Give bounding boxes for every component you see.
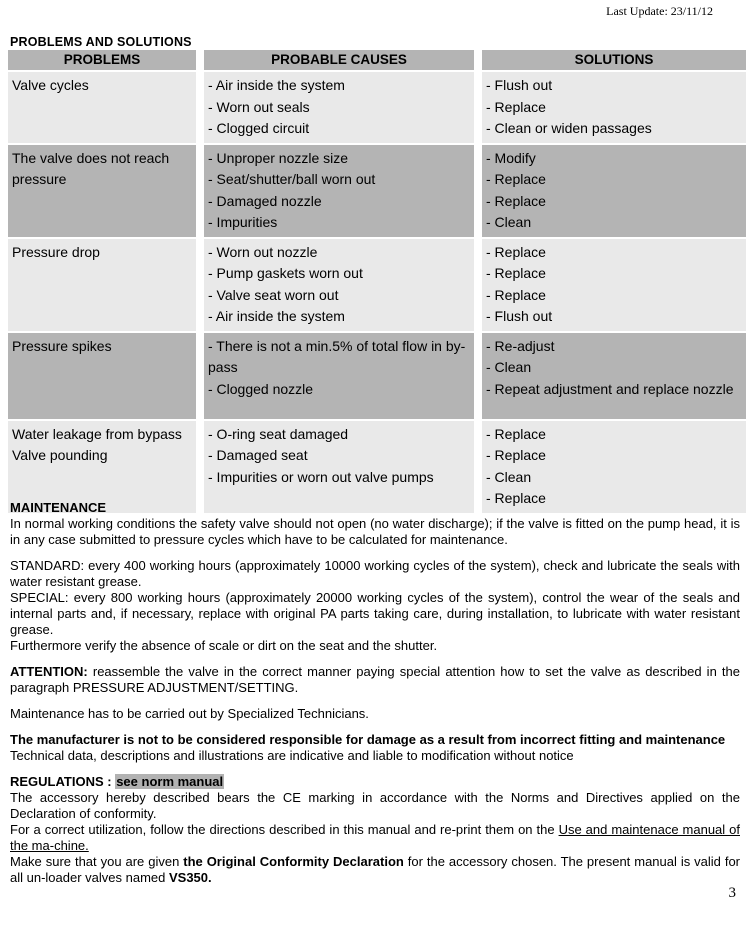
cell-line: - Flush out <box>486 308 553 324</box>
cell-line: - Replace <box>486 243 546 260</box>
cell-line: - Re-adjust <box>486 337 555 354</box>
manufacturer-disclaimer-line: The manufacturer is not to be considered responsible for damage as a result from incorrect fitting and maintenance <box>10 732 726 747</box>
cell-line: - Clogged nozzle <box>208 380 314 397</box>
cell-line: - Air inside the system <box>208 77 345 93</box>
cell-line: - Air inside the system <box>208 308 345 324</box>
declaration-middle: for the accessory chosen. The present manual is valid for all un-loader valves named <box>10 854 740 885</box>
problems-solutions-title: PROBLEMS AND SOLUTIONS <box>10 35 192 49</box>
problems-solutions-table <box>8 50 746 515</box>
cell-line: - Clean <box>486 468 532 485</box>
cell-line: pressure <box>12 171 67 187</box>
problem-cell <box>8 239 196 331</box>
regulations-line <box>10 774 740 790</box>
table-row <box>8 145 746 237</box>
attention-label: ATTENTION: <box>10 664 88 679</box>
declaration-prefix: Make sure that you are given <box>10 854 184 869</box>
column-header-problems: PROBLEMS <box>8 50 196 70</box>
declaration-paragraph <box>10 854 740 886</box>
cell-line: - Modify <box>486 149 536 166</box>
cell-line: Pressure spikes <box>12 337 112 354</box>
cell-line: - Repeat adjustment and replace nozzle <box>486 380 734 397</box>
usage-underlined-reference: Use and maintenace manual of the ma-chine. <box>10 822 740 853</box>
cell-line: - Worn out nozzle <box>208 243 318 260</box>
page-number: 3 <box>728 885 736 901</box>
cell-line: - Clean <box>486 214 532 230</box>
see-norm-manual-highlight: see norm manual <box>116 774 224 789</box>
table-row <box>8 72 746 143</box>
cell-line: - Replace <box>486 286 546 303</box>
cell-line: - Worn out seals <box>208 98 310 115</box>
cell-line: - Clean <box>486 359 532 375</box>
special-interval-paragraph: SPECIAL: every 800 working hours (approximately 20000 working cycles of the system), control the wear of the seals and internal parts and, if necessary, replace with original PA parts taking care, during installation, to lubricate with water resistant grease. <box>10 590 740 637</box>
standard-interval-paragraph: STANDARD: every 400 working hours (approximately 10000 working cycles of the system), check and lubricate the seals with water resistant grease. <box>10 558 740 589</box>
cell-line: - Replace <box>486 192 546 209</box>
cell-line: The valve does not reach <box>12 149 170 166</box>
problem-cell <box>8 333 196 419</box>
cell-line: - There is not a min.5% of total flow in by- <box>208 337 466 354</box>
technical-data-line: Technical data, descriptions and illustrations are indicative and liable to modification without notice <box>10 748 574 763</box>
cell-line: - Clogged circuit <box>208 120 310 136</box>
cell-line: - Clean or widen passages <box>486 120 652 136</box>
problem-cell <box>8 145 196 237</box>
causes-cell <box>204 145 474 237</box>
cell-line: - Unproper nozzle size <box>208 149 349 166</box>
cell-line: - Damaged seat <box>208 447 308 463</box>
usage-paragraph <box>10 822 740 854</box>
causes-cell <box>204 72 474 143</box>
cell-line: - Pump gaskets worn out <box>208 265 363 281</box>
furthermore-line: Furthermore verify the absence of scale or dirt on the seat and the shutter. <box>10 638 438 653</box>
table-row <box>8 239 746 331</box>
solutions-cell <box>482 72 746 143</box>
cell-line: - Replace <box>486 425 546 442</box>
cell-line: Pressure drop <box>12 243 100 260</box>
causes-cell <box>204 333 474 419</box>
cell-line: - Replace <box>486 447 546 463</box>
table-row <box>8 333 746 419</box>
table-header-row <box>8 50 746 70</box>
model-name: VS350. <box>168 870 212 885</box>
attention-paragraph <box>10 664 740 696</box>
cell-line: Water leakage from bypass <box>12 425 182 442</box>
last-update-stamp: Last Update: 23/11/12 <box>606 4 713 18</box>
cell-line: Valve cycles <box>12 77 89 93</box>
cell-line: - Impurities or worn out valve pumps <box>208 468 434 485</box>
cell-line: - Replace <box>486 98 546 115</box>
cell-line: Valve pounding <box>12 447 108 463</box>
solutions-cell <box>482 421 746 513</box>
attention-text: reassemble the valve in the correct manner paying special attention how to set the valve as described in the paragraph PRESSURE ADJUSTMENT/SETTING. <box>10 664 740 695</box>
cell-line: - Flush out <box>486 77 553 93</box>
body-text <box>10 500 740 886</box>
maintenance-heading: MAINTENANCE <box>10 500 107 515</box>
usage-text: For a correct utilization, follow the directions described in this manual and re-print them on the <box>10 822 559 837</box>
maintenance-intro-paragraph: In normal working conditions the safety valve should not open (no water discharge); if the valve is fitted on the pump head, it is in any case submitted to pressure cycles which have to be calculated for maintenance. <box>10 516 740 547</box>
ce-marking-paragraph: The accessory hereby described bears the CE marking in accordance with the Norms and Directives applied on the Declaration of conformity. <box>10 790 740 821</box>
problem-cell <box>8 72 196 143</box>
causes-cell <box>204 239 474 331</box>
cell-line: - Seat/shutter/ball worn out <box>208 171 376 187</box>
problem-cell <box>8 421 196 513</box>
regulations-label: REGULATIONS : <box>10 774 116 789</box>
causes-cell <box>204 421 474 513</box>
solutions-cell <box>482 239 746 331</box>
cell-line: - Damaged nozzle <box>208 192 322 209</box>
cell-line: - Replace <box>486 265 546 281</box>
cell-line: pass <box>208 359 238 375</box>
column-header-probable-causes: PROBABLE CAUSES <box>204 50 474 70</box>
technicians-line: Maintenance has to be carried out by Specialized Technicians. <box>10 706 369 721</box>
table-body <box>8 72 746 513</box>
cell-line: - Replace <box>486 171 546 187</box>
cell-line: - O-ring seat damaged <box>208 425 349 442</box>
cell-line: - Replace <box>486 490 546 506</box>
table-row <box>8 421 746 513</box>
column-header-solutions: SOLUTIONS <box>482 50 746 70</box>
declaration-bold: the Original Conformity Declaration <box>183 854 404 869</box>
cell-line: - Valve seat worn out <box>208 286 339 303</box>
solutions-cell <box>482 333 746 419</box>
solutions-cell <box>482 145 746 237</box>
cell-line: - Impurities <box>208 214 278 230</box>
